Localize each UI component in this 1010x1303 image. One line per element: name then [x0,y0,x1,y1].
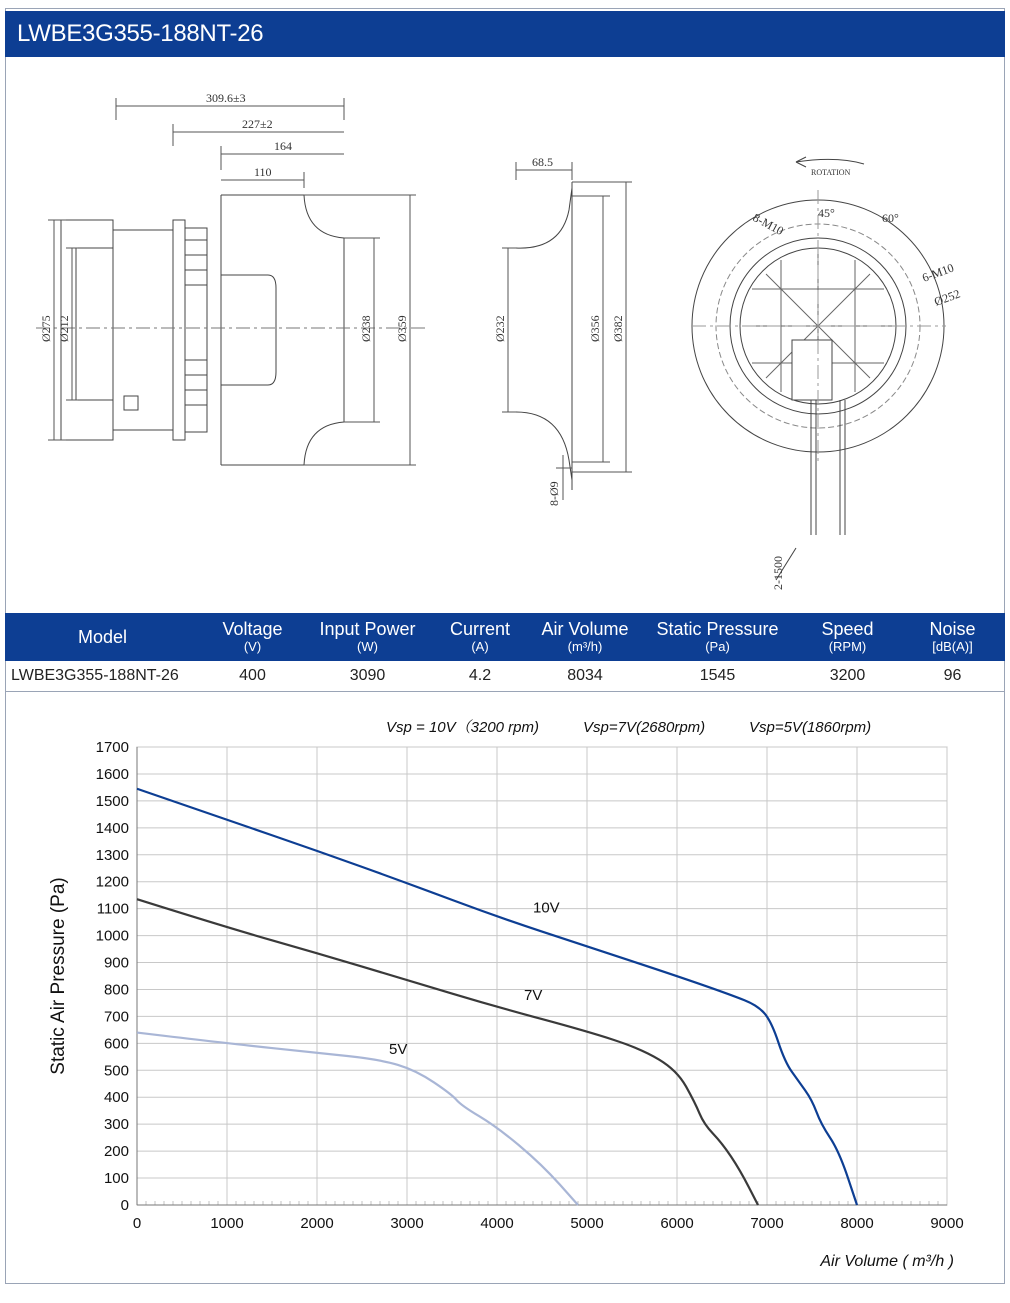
cable-gland-outline [124,396,138,410]
legend-entry: Vsp = 10V（3200 rpm) [386,719,539,736]
dim-mounting-holes: 8-Ø9 [547,481,561,506]
motor-cap-outline [173,220,185,440]
dim-impeller-diameter: Ø359 [395,315,409,342]
y-tick-label: 500 [103,1062,129,1080]
x-axis-label: Air Volume ( m³/h ) [820,1253,954,1270]
x-tick-label: 3000 [390,1215,424,1232]
cell-speed: 3200 [795,661,900,692]
series-label-7v: 7V [524,987,543,1005]
inlet-ring-outline [516,188,572,480]
y-tick-label: 1100 [96,900,129,918]
dim-inlet-ring-depth: 68.5 [532,155,553,169]
x-tick-label: 0 [132,1215,142,1232]
rotation-label: ROTATION [811,168,851,177]
y-tick-label: 400 [103,1089,129,1107]
page-title: LWBE3G355-188NT-26 [5,11,1005,57]
col-speed: Speed (RPM) [795,613,900,661]
motor-fins-outline [185,228,207,432]
y-tick-label: 600 [103,1035,129,1053]
cell-model: LWBE3G355-188NT-26 [5,661,200,692]
cell-voltage: 400 [200,661,305,692]
dim-flange-diameter: Ø275 [39,315,53,342]
cell-input-power: 3090 [305,661,430,692]
col-air-volume: Air Volume (m³/h) [530,613,640,661]
y-tick-label: 1500 [95,792,129,810]
specs-header-row [5,613,1005,661]
angle-60-label: 60° [882,211,899,225]
performance-chart [6,700,1004,1280]
series-label-10v: 10V [533,899,560,917]
dim-inlet-depth: 110 [254,165,272,179]
hub-outline [221,275,276,385]
terminal-box-outline [792,340,832,400]
impeller-outline [221,195,344,465]
col-static-pressure: Static Pressure (Pa) [640,613,795,661]
y-tick-label: 100 [103,1170,129,1188]
dim-inlet-hole-circle: Ø356 [588,315,602,342]
dim-inlet-inner-diameter: Ø232 [493,315,507,342]
y-tick-label: 1700 [95,739,129,756]
y-tick-label: 1600 [95,765,129,783]
col-noise: Noise [dB(A)] [900,613,1005,661]
x-tick-label: 8000 [840,1215,874,1232]
dim-motor-diameter: Ø212 [57,315,71,342]
col-current: Current (A) [430,613,530,661]
y-tick-label: 800 [103,981,129,999]
thread-6-m10-label: 6-M10 [920,260,956,285]
cell-static-pressure: 1545 [640,661,795,692]
specs-table [5,613,1005,692]
y-axis-label: Static Air Pressure (Pa) [48,877,69,1075]
x-tick-label: 7000 [750,1215,784,1232]
side-view [36,91,426,465]
dim-impeller-length: 164 [274,139,292,153]
x-tick-label: 5000 [570,1215,604,1232]
technical-drawing [6,60,1004,610]
dim-overall-length: 309.6±3 [206,91,246,105]
y-tick-label: 200 [103,1143,129,1161]
y-tick-label: 300 [103,1116,129,1134]
y-tick-label: 700 [103,1008,129,1026]
x-tick-label: 4000 [480,1215,514,1232]
cell-current: 4.2 [430,661,530,692]
legend-entry: Vsp=5V(1860rpm) [749,719,872,736]
cable-length-label: 2-1500 [771,556,785,590]
series-label-5v: 5V [389,1041,408,1059]
y-tick-label: 900 [103,954,129,972]
dim-inlet-outer-diameter: Ø382 [611,315,625,342]
chart-grid [137,747,947,1205]
y-tick-label: 0 [120,1197,129,1214]
rotation-arrow [796,159,864,164]
y-tick-label: 1300 [95,846,129,864]
y-tick-label: 1000 [95,927,129,945]
x-tick-label: 1000 [210,1215,244,1232]
thread-8-m10-label: 8-M10 [750,210,787,238]
cell-air-volume: 8034 [530,661,640,692]
col-input-power: Input Power (W) [305,613,430,661]
cell-noise: 96 [900,661,1005,692]
dim-impeller-motor-length: 227±2 [242,117,273,131]
col-voltage: Voltage (V) [200,613,305,661]
x-tick-label: 9000 [930,1215,964,1232]
front-view [692,157,962,590]
motor-inner-outline [76,248,113,400]
dim-outlet-diameter: Ø238 [359,315,373,342]
x-tick-label: 6000 [660,1215,694,1232]
inlet-ring-view [493,155,632,506]
legend-entry: Vsp=7V(2680rpm) [583,719,706,736]
angle-45-label: 45° [818,206,835,220]
col-model: Model [5,613,200,661]
plot-area [137,747,947,1205]
y-tick-label: 1200 [95,873,129,891]
y-tick-label: 1400 [95,819,129,837]
motor-body-outline [113,230,173,430]
table-row [5,661,1005,692]
circle-252-label: Ø252 [932,286,963,309]
x-tick-label: 2000 [300,1215,334,1232]
